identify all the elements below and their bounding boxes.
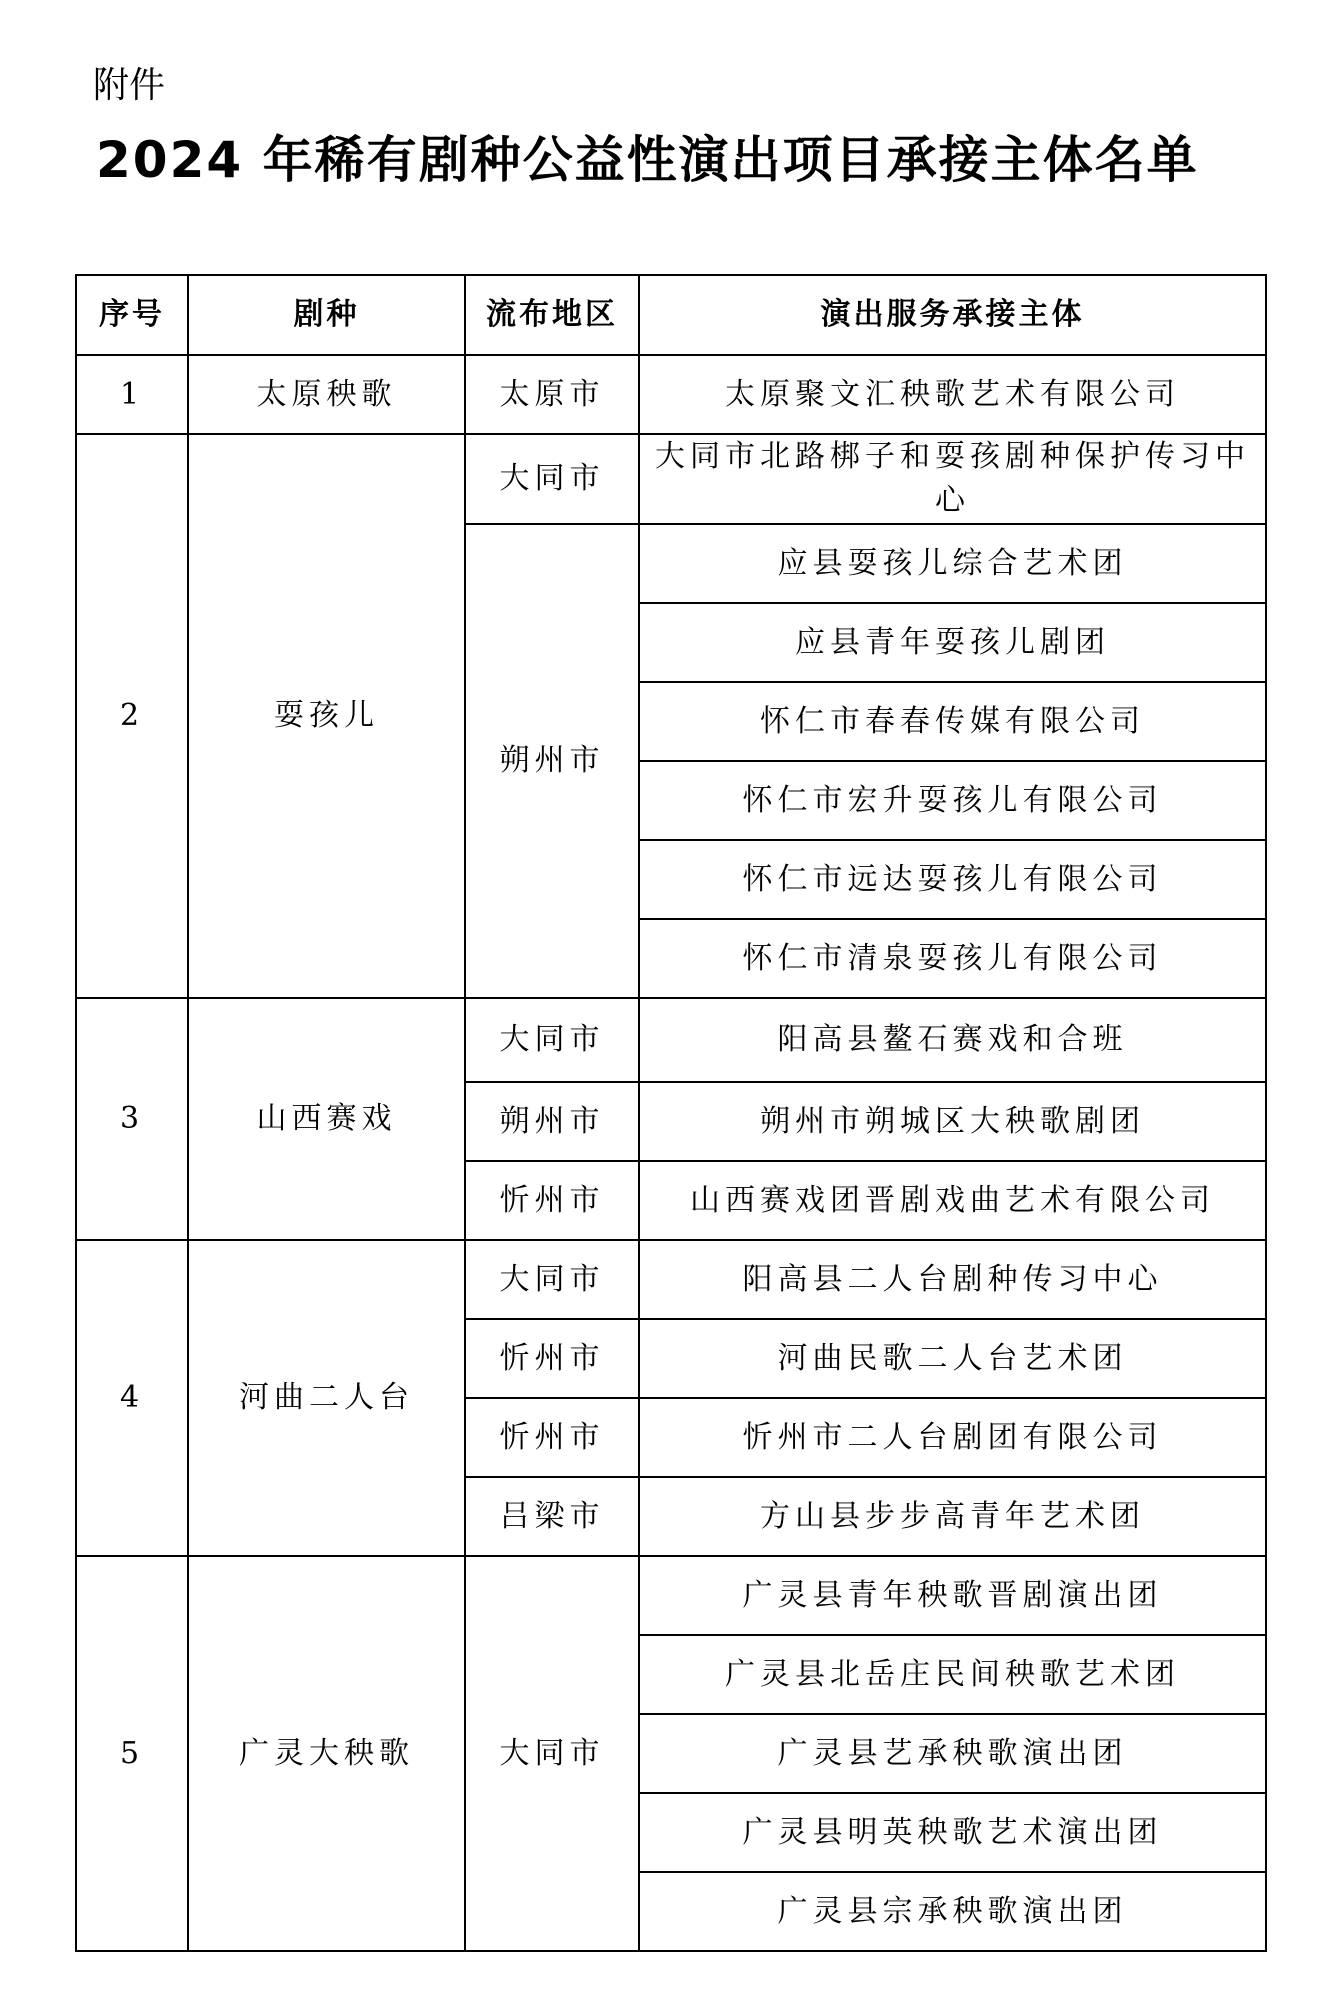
entity-cell: 阳高县鳌石赛戏和合班 [639, 998, 1266, 1082]
entity-roster-table [75, 274, 1267, 1952]
entity-cell: 广灵县青年秧歌晋剧演出团 [639, 1556, 1266, 1635]
entity-cell: 朔州市朔城区大秧歌剧团 [639, 1082, 1266, 1161]
entity-cell: 广灵县明英秧歌艺术演出团 [639, 1793, 1266, 1872]
entity-cell: 应县耍孩儿综合艺术团 [639, 524, 1266, 603]
table-row [76, 998, 1266, 1082]
genre-cell: 河曲二人台 [188, 1240, 465, 1556]
header-genre: 剧种 [188, 275, 465, 355]
entity-cell: 大同市北路梆子和耍孩剧种保护传习中心 [639, 434, 1266, 524]
genre-cell: 太原秧歌 [188, 355, 465, 434]
region-cell: 忻州市 [465, 1319, 639, 1398]
header-index: 序号 [76, 275, 188, 355]
region-cell: 大同市 [465, 1240, 639, 1319]
region-cell: 大同市 [465, 434, 639, 524]
table-row [76, 1556, 1266, 1635]
region-cell: 大同市 [465, 1556, 639, 1951]
entity-cell: 河曲民歌二人台艺术团 [639, 1319, 1266, 1398]
region-cell: 朔州市 [465, 1082, 639, 1161]
region-cell: 太原市 [465, 355, 639, 434]
table-row [76, 434, 1266, 524]
entity-cell: 方山县步步高青年艺术团 [639, 1477, 1266, 1556]
entity-cell: 广灵县宗承秧歌演出团 [639, 1872, 1266, 1951]
region-cell: 忻州市 [465, 1161, 639, 1240]
entity-cell: 怀仁市春春传媒有限公司 [639, 682, 1266, 761]
region-cell: 大同市 [465, 998, 639, 1082]
row-index: 5 [76, 1556, 188, 1951]
table-row [76, 1240, 1266, 1319]
table-row [76, 355, 1266, 434]
row-index: 4 [76, 1240, 188, 1556]
document-title: 2024 年稀有剧种公益性演出项目承接主体名单 [96, 131, 1199, 189]
entity-cell: 怀仁市宏升耍孩儿有限公司 [639, 761, 1266, 840]
entity-cell: 山西赛戏团晋剧戏曲艺术有限公司 [639, 1161, 1266, 1240]
genre-cell: 山西赛戏 [188, 998, 465, 1240]
row-index: 2 [76, 434, 188, 998]
region-cell: 朔州市 [465, 524, 639, 998]
region-cell: 吕梁市 [465, 1477, 639, 1556]
entity-cell: 太原聚文汇秧歌艺术有限公司 [639, 355, 1266, 434]
entity-cell: 忻州市二人台剧团有限公司 [639, 1398, 1266, 1477]
genre-cell: 耍孩儿 [188, 434, 465, 998]
region-cell: 忻州市 [465, 1398, 639, 1477]
row-index: 1 [76, 355, 188, 434]
entity-cell: 广灵县北岳庄民间秧歌艺术团 [639, 1635, 1266, 1714]
entity-cell: 阳高县二人台剧种传习中心 [639, 1240, 1266, 1319]
row-index: 3 [76, 998, 188, 1240]
attachment-label: 附件 [93, 65, 166, 106]
entity-cell: 应县青年耍孩儿剧团 [639, 603, 1266, 682]
genre-cell: 广灵大秧歌 [188, 1556, 465, 1951]
entity-cell: 怀仁市远达耍孩儿有限公司 [639, 840, 1266, 919]
header-entity: 演出服务承接主体 [639, 275, 1266, 355]
entity-cell: 怀仁市清泉耍孩儿有限公司 [639, 919, 1266, 998]
header-region: 流布地区 [465, 275, 639, 355]
entity-cell: 广灵县艺承秧歌演出团 [639, 1714, 1266, 1793]
table-header-row [76, 275, 1266, 355]
